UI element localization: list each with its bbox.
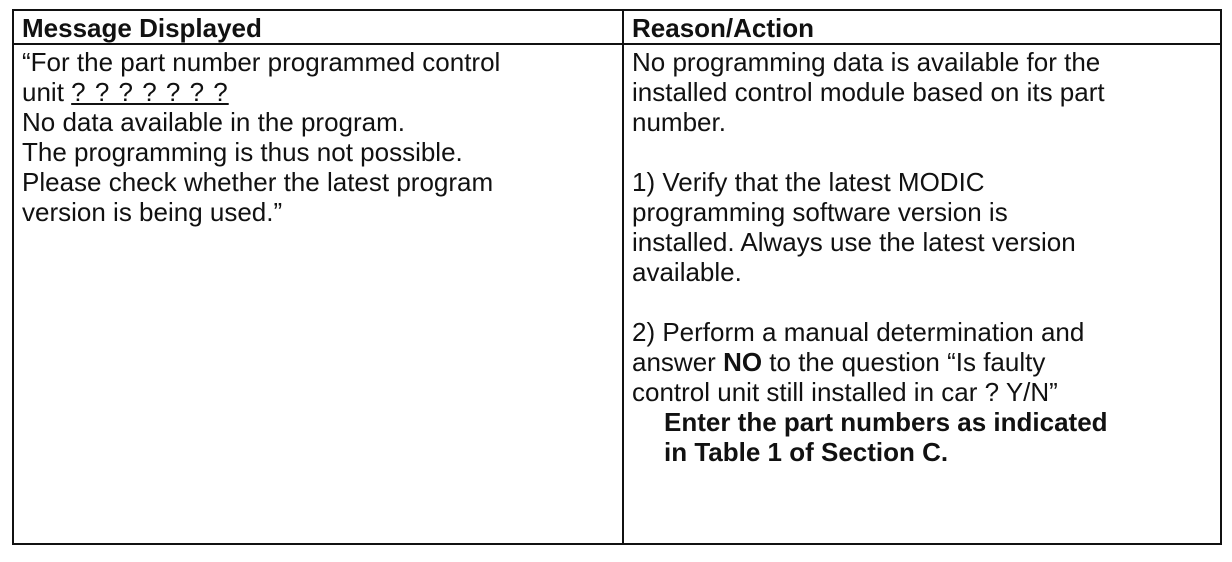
note-line: Enter the part numbers as indicated	[664, 407, 1108, 437]
answer-no-emphasis: NO	[723, 347, 763, 377]
message-line: No data available in the program.	[22, 107, 406, 137]
step-1-line: installed. Always use the latest version	[632, 227, 1076, 257]
part-number-placeholder: ? ? ? ? ? ? ?	[71, 77, 229, 107]
reason-line: number.	[632, 107, 726, 137]
reason-cell	[623, 44, 1221, 544]
header-row	[13, 10, 1221, 44]
reason-line: installed control module based on its part	[632, 77, 1105, 107]
message-line-prefix: unit	[22, 77, 64, 107]
message-line: The programming is thus not possible.	[22, 137, 463, 167]
message-line: version is being used.”	[22, 197, 283, 227]
message-line: “For the part number programmed control	[22, 47, 501, 77]
step-1-line: available.	[632, 257, 742, 287]
reason-line: No programming data is available for the	[632, 47, 1101, 77]
table-row	[13, 44, 1221, 544]
message-line: Please check whether the latest program	[22, 167, 494, 197]
step-1-line: 1) Verify that the latest MODIC	[632, 167, 985, 197]
step-2-line: control unit still installed in car ? Y/N”	[632, 377, 1058, 407]
step-2-line	[632, 347, 1212, 377]
step-1-line: programming software version is	[632, 197, 1008, 227]
spacer	[632, 137, 1212, 167]
header-message-displayed: Message Displayed	[13, 10, 623, 44]
header-reason-action: Reason/Action	[623, 10, 1221, 44]
message-table	[12, 9, 1222, 545]
step-2-text: to the question “Is faulty	[769, 347, 1046, 377]
message-cell	[13, 44, 623, 544]
spacer	[632, 287, 1212, 317]
step-2-text: answer	[632, 347, 716, 377]
note-line: in Table 1 of Section C.	[664, 437, 949, 467]
message-line	[22, 77, 614, 107]
step-2-line: 2) Perform a manual determination and	[632, 317, 1085, 347]
